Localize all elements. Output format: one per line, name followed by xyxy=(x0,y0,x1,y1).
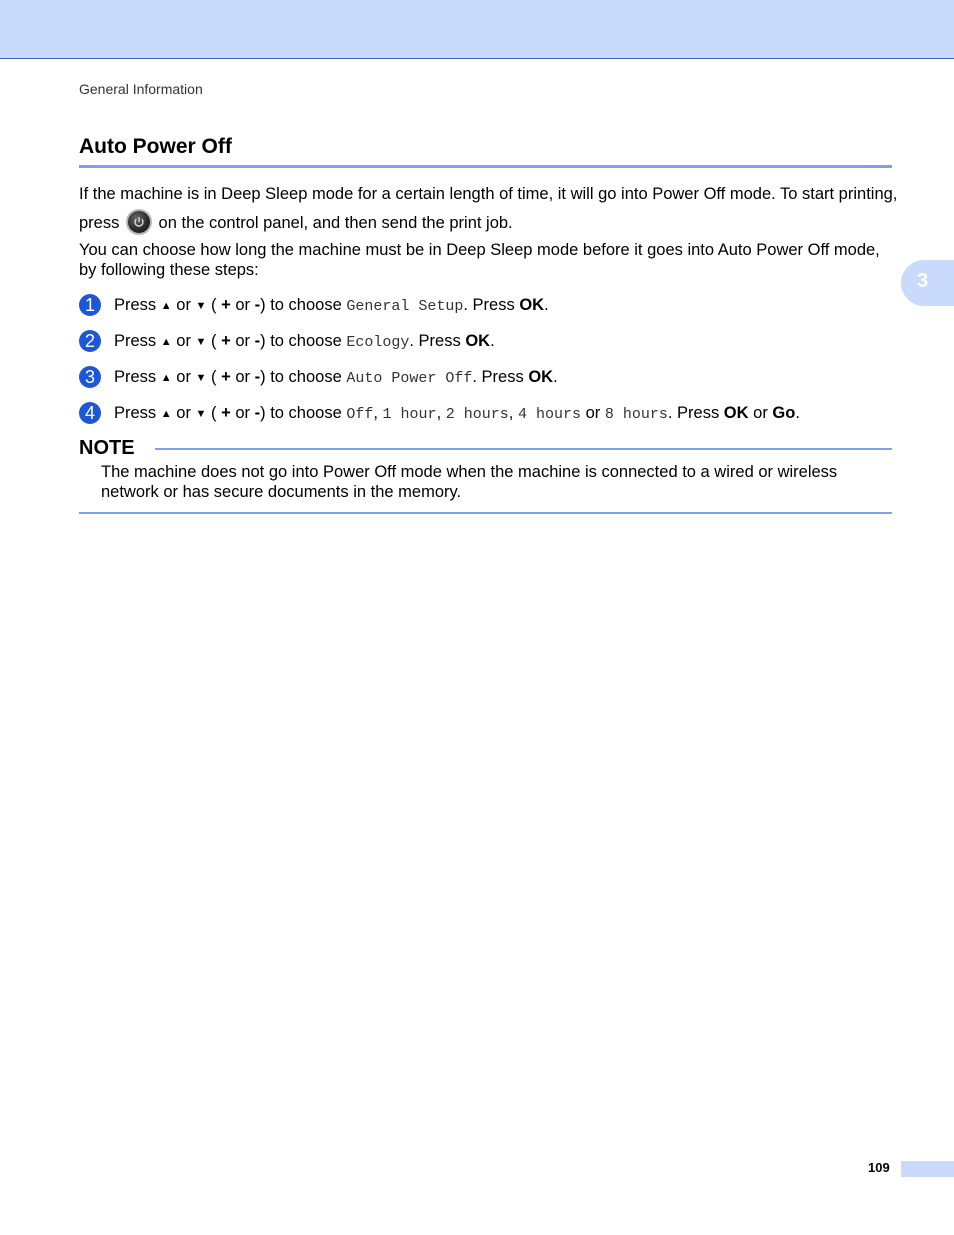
section-title: Auto Power Off xyxy=(79,135,232,158)
step-4 xyxy=(79,402,899,426)
step-1-text: Press ▲ or ▼ ( + or -) to choose General Setup. Press OK. xyxy=(114,296,549,315)
top-header-band xyxy=(0,0,954,59)
note-heading: NOTE xyxy=(79,437,135,459)
down-arrow-icon: ▼ xyxy=(195,408,207,420)
step-1 xyxy=(79,294,899,318)
down-arrow-icon: ▼ xyxy=(195,336,207,348)
step-3 xyxy=(79,366,899,390)
down-arrow-icon: ▼ xyxy=(195,372,207,384)
step-2-text: Press ▲ or ▼ ( + or -) to choose Ecology. Press OK. xyxy=(114,332,495,351)
intro-paragraph xyxy=(79,180,899,238)
menu-option: 2 hours xyxy=(445,406,509,423)
step-number-badge: 3 xyxy=(79,366,101,388)
note-body: The machine does not go into Power Off mode when the machine is connected to a wired or wireless network or has secure documents in the memory. xyxy=(101,463,838,501)
menu-option: General Setup xyxy=(346,298,464,315)
power-button-icon xyxy=(126,209,152,235)
go-key: Go xyxy=(772,404,796,422)
note-rule-bottom xyxy=(79,512,892,514)
step-4-text: Press ▲ or ▼ ( + or -) to choose Off, 1 hour, 2 hours, 4 hours or 8 hours. Press OK or Go. xyxy=(114,404,800,423)
menu-option: 8 hours xyxy=(604,406,668,423)
menu-option: Ecology xyxy=(346,334,410,351)
ok-key: OK xyxy=(465,332,491,350)
ok-key: OK xyxy=(723,404,749,422)
step-number-badge: 4 xyxy=(79,402,101,424)
menu-option: 4 hours xyxy=(517,406,581,423)
page-number-tab xyxy=(901,1161,954,1177)
down-arrow-icon: ▼ xyxy=(195,300,207,312)
up-arrow-icon: ▲ xyxy=(160,336,172,348)
up-arrow-icon: ▲ xyxy=(160,300,172,312)
menu-option: Auto Power Off xyxy=(346,370,473,387)
ok-key: OK xyxy=(519,296,545,314)
ok-key: OK xyxy=(528,368,554,386)
intro-text-after: on the control panel, and then send the print job. xyxy=(158,214,513,232)
chapter-number: 3 xyxy=(917,270,929,292)
page-number: 109 xyxy=(868,1160,890,1175)
step-3-text: Press ▲ or ▼ ( + or -) to choose Auto Power Off. Press OK. xyxy=(114,368,558,387)
steps-intro-paragraph: You can choose how long the machine must be in Deep Sleep mode before it goes into Auto Power Off mode, by following these steps: xyxy=(79,241,880,279)
menu-option: Off xyxy=(346,406,374,423)
up-arrow-icon: ▲ xyxy=(160,372,172,384)
step-number-badge: 1 xyxy=(79,294,101,316)
menu-option: 1 hour xyxy=(382,406,437,423)
up-arrow-icon: ▲ xyxy=(160,408,172,420)
step-number-badge: 2 xyxy=(79,330,101,352)
breadcrumb: General Information xyxy=(79,81,203,97)
step-2 xyxy=(79,330,899,354)
title-rule xyxy=(79,165,892,168)
intro-text-before: If the machine is in Deep Sleep mode for a certain length of time, it will go into Power Off mode. To start printing, press xyxy=(79,185,898,232)
note-rule-top xyxy=(155,448,892,450)
chapter-tab xyxy=(901,260,954,306)
